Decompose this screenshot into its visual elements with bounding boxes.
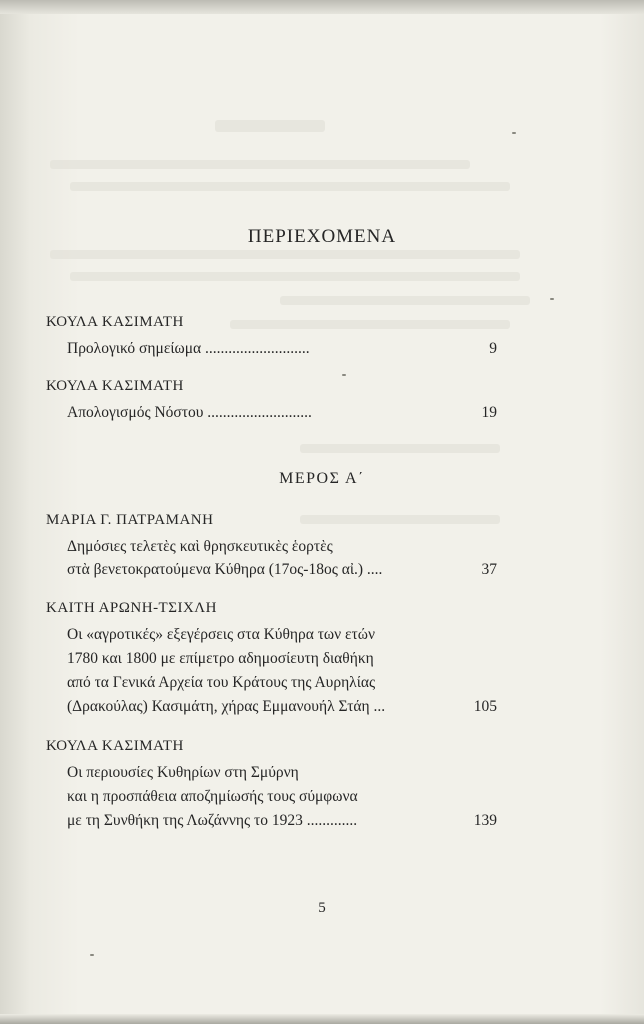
show-through [230,320,510,329]
entry-page-number: 139 [473,812,497,829]
paper-speck [342,374,346,376]
entry-title-line: Απολογισμός Νόστου ........................... [67,404,312,421]
entry-author: ΜΑΡΙΑ Γ. ΠΑΤΡΑΜΑΝΗ [46,512,214,528]
paper-speck [512,132,516,134]
entry-author: ΚΟΥΛΑ ΚΑΣΙΜΑΤΗ [46,378,184,394]
entry-title-line: Δημόσιες τελετὲς καὶ θρησκευτικὲς ἑορτὲς [67,538,333,555]
entry-title-line: 1780 και 1800 με επίμετρο αδημοσίευτη διαθήκη [67,650,374,667]
show-through [70,272,520,281]
entry-author: ΚΟΥΛΑ ΚΑΣΙΜΑΤΗ [46,314,184,330]
show-through [300,444,500,453]
paper-speck [550,298,554,300]
page-top-edge [0,0,644,14]
entry-title-line: από τα Γενικά Αρχεία του Κράτους της Αυρηλίας [67,674,376,691]
entry-title-line: Οι «αγροτικές» εξεγέρσεις στα Κύθηρα των ετών [67,626,375,643]
folio-page-number: 5 [318,900,326,916]
paper-speck [90,954,94,956]
entry-author: ΚΟΥΛΑ ΚΑΣΙΜΑΤΗ [46,738,184,754]
entry-page-number: 9 [489,340,497,357]
show-through [50,160,470,169]
entry-page-number: 19 [481,404,497,421]
entry-title-line: και η προσπάθεια αποζημίωσής τους σύμφωνα [67,788,358,805]
show-through [280,296,530,305]
show-through [50,250,520,259]
entry-page-number: 37 [481,561,497,578]
entry-page-number: 105 [473,698,497,715]
entry-title-line: (Δρακούλας) Κασιμάτη, χήρας Εμμανουήλ Στάη ... [67,698,386,715]
entry-title-line: Οι περιουσίες Κυθηρίων στη Σμύρνη [67,764,299,781]
page-title: ΠΕΡΙΕΧΟΜΕΝΑ [247,226,397,247]
entry-title-line: με τη Συνθήκη της Λωζάννης το 1923 ............. [67,812,358,829]
show-through [215,120,325,132]
show-through [300,515,500,524]
page-bottom-edge [0,1014,644,1024]
show-through [70,182,510,191]
entry-author: ΚΑΙΤΗ ΑΡΩΝΗ-ΤΣΙΧΛΗ [46,600,217,616]
entry-title-line: στὰ βενετοκρατούμενα Κύθηρα (17ος-18ος αἰ.) .... [67,561,383,578]
part-title: ΜΕΡΟΣ Α΄ [279,470,365,487]
entry-title-line: Προλογικό σημείωμα ........................... [67,340,310,357]
